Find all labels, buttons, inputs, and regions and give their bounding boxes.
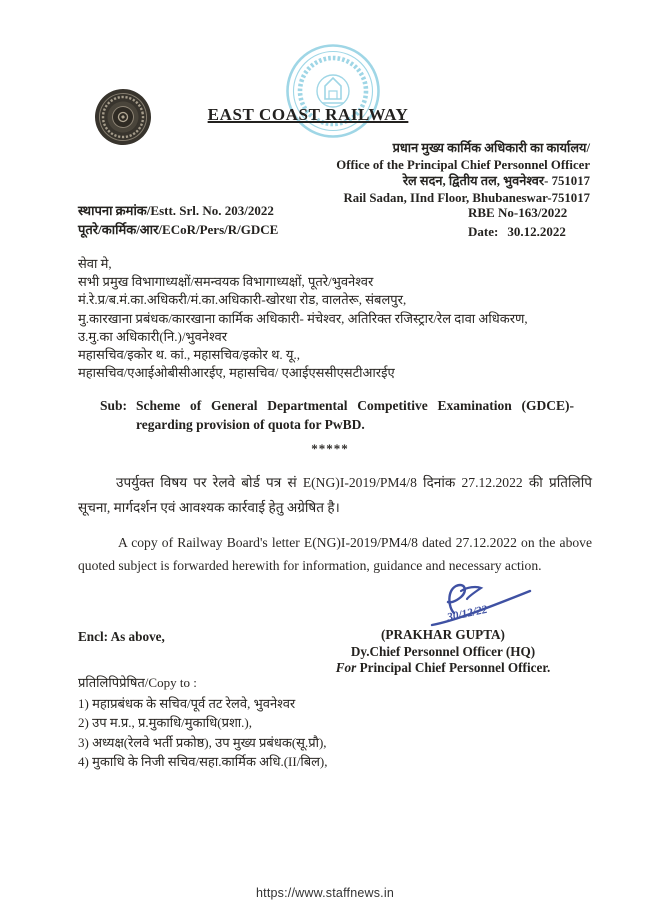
signature-date-text: 30/12/22	[446, 603, 489, 624]
signatory-name: (PRAKHAR GUPTA)	[381, 627, 505, 642]
copy-to-block	[78, 673, 548, 772]
addressee-line: मं.रे.प्र/ब.मं.का.अधिकरी/मं.का.अधिकारी-खोरधा रोड, वालतेरू, संबलपुर,	[78, 292, 407, 308]
office-address-english: Rail Sadan, IInd Floor, Bhubaneswar-751017	[343, 190, 590, 205]
body-paragraph-hindi: उपर्युक्त विषय पर रेलवे बोर्ड पत्र सं E(NG)I-2019/PM4/8 दिनांक 27.12.2022 की प्रतिलिपि सूचना, मार्गदर्शन एवं आवश्यक कार्रवाई हेतु अग्रेषित है।	[78, 475, 592, 515]
subject-line	[100, 397, 574, 434]
letter-date	[468, 222, 578, 241]
body-paragraph-english: A copy of Railway Board's letter E(NG)I-2019/PM4/8 dated 27.12.2022 on the above quoted subject is forwarded herewith for information, guidance and necessary action.	[78, 535, 592, 573]
addressee-block	[78, 255, 590, 382]
rbe-number: RBE No-163/2022	[468, 205, 568, 220]
handwritten-signature-icon	[424, 577, 540, 633]
source-url: https://www.staffnews.in	[256, 886, 394, 900]
reference-left-block	[78, 201, 278, 239]
addressee-line: सभी प्रमुख विभागाध्यक्षों/समन्वयक विभागाध्यक्षों, पूतरे/भुवनेश्वर	[78, 274, 374, 290]
reference-right-block	[468, 203, 578, 241]
date-label: Date:	[468, 224, 499, 239]
star-separator: *****	[311, 441, 349, 456]
addressee-line: मु.कारखाना प्रबंधक/कारखाना कार्मिक अधिकारी- मंचेश्वर, अतिरिक्त रजिस्ट्रार/रेल दावा अधिकरण,	[78, 310, 528, 326]
office-line-hindi: प्रधान मुख्य कार्मिक अधिकारी का कार्यालय/	[392, 141, 590, 155]
file-reference-number: पूतरे/कार्मिक/आर/ECoR/Pers/R/GDCE	[78, 222, 279, 237]
indian-railways-emblem-icon	[92, 86, 154, 148]
copy-to-item: 4) मुकाधि के निजी सचिव/सहा.कार्मिक अधि.(II/बिल),	[78, 754, 328, 769]
subject-label: Sub:	[100, 398, 128, 413]
office-address-hindi: रेल सदन, द्वितीय तल, भुवनेश्वर- 751017	[402, 174, 590, 188]
addressee-line: उ.मु.का अधिकारी(नि.)/भुवनेश्वर	[78, 328, 228, 344]
addressee-line: महासचिव/एआईओबीसीआरईए, महासचिव/ एआईएससीएसटीआरईए	[78, 365, 395, 381]
addressee-line: महासचिव/इकोर थ. कां., महासचिव/इकोर थ. यू.,	[78, 347, 300, 363]
date-value: 30.12.2022	[507, 224, 566, 239]
office-address-block	[336, 140, 590, 206]
estt-serial-number: स्थापना क्रमांक/Estt. Srl. No. 203/2022	[78, 203, 274, 218]
for-rest: Principal Chief Personnel Officer.	[356, 660, 551, 675]
copy-to-item: 2) उप म.प्र., प्र.मुकाधि/मुकाधि(प्रशा.),	[78, 715, 253, 730]
copy-to-heading: प्रतिलिपिप्रेषित/Copy to :	[78, 675, 197, 690]
page-title: EAST COAST RAILWAY	[207, 105, 409, 124]
signatory-block	[328, 627, 558, 677]
signatory-designation: Dy.Chief Personnel Officer (HQ)	[350, 643, 536, 659]
copy-to-item: 1) महाप्रबंधक के सचिव/पूर्व तट रेलवे, भुवनेश्वर	[78, 695, 296, 711]
salutation: सेवा मे,	[78, 256, 112, 271]
for-word: For	[335, 660, 357, 675]
subject-text: Scheme of General Departmental Competitive Examination (GDCE)-regarding provision of quota for PwBD.	[136, 398, 574, 432]
office-line-english: Office of the Principal Chief Personnel Officer	[336, 157, 590, 172]
enclosure-note: Encl: As above,	[78, 629, 165, 644]
copy-to-item: 3) अध्यक्ष(रेलवे भर्ती प्रकोष्ठ), उप मुख्य प्रबंधक(सू.प्रौ),	[78, 734, 327, 750]
